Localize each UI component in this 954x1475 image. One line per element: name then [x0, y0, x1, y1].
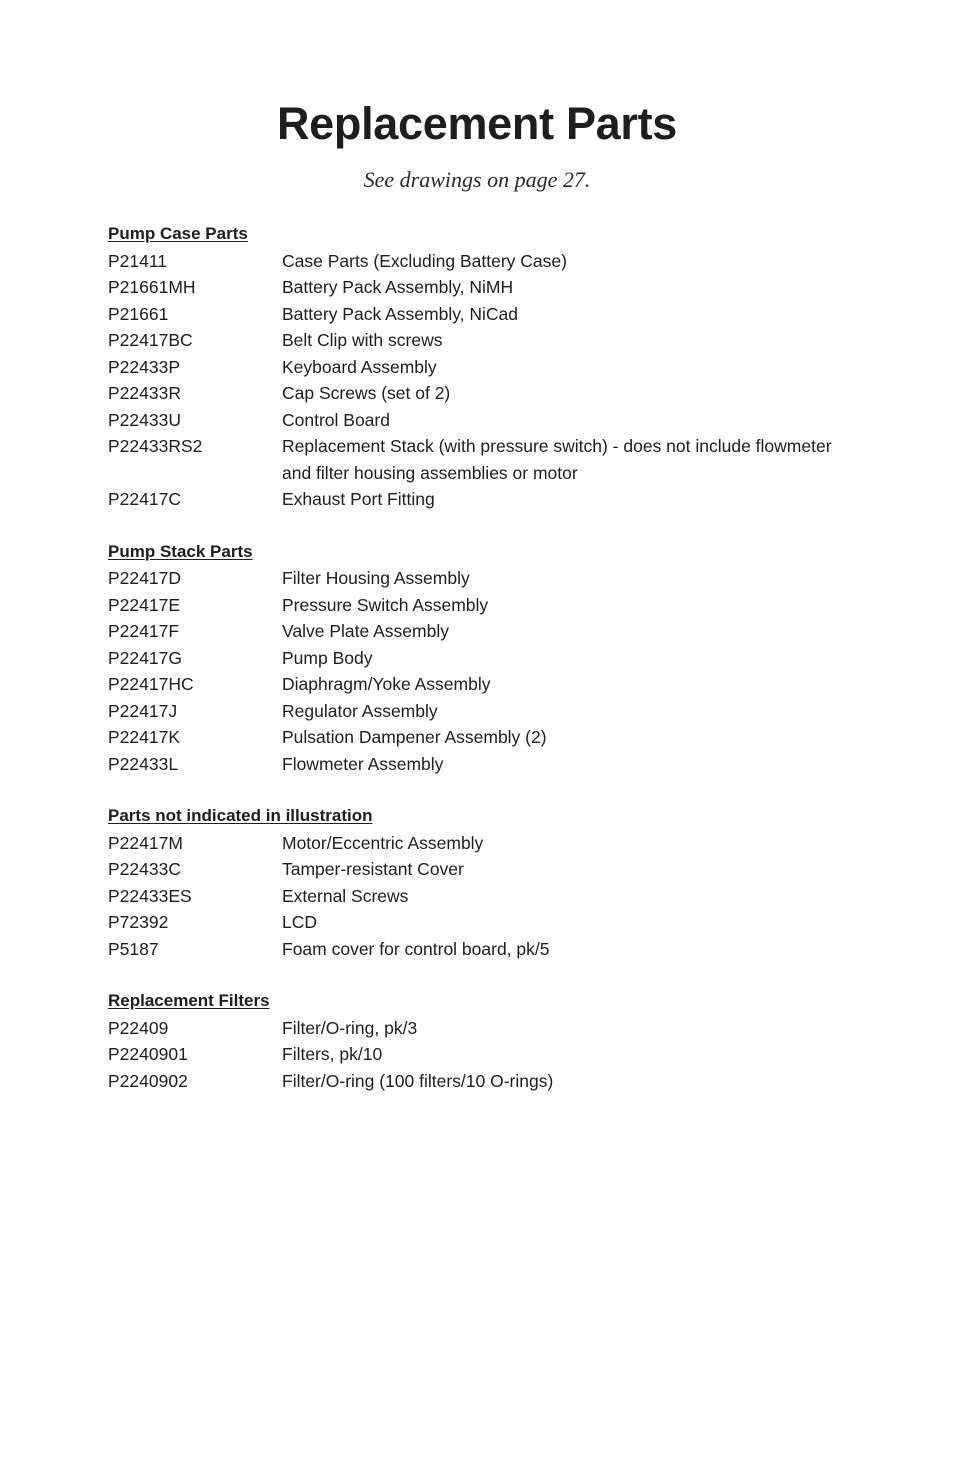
part-description: Motor/Eccentric Assembly [282, 832, 484, 853]
part-description: Filter/O-ring, pk/3 [282, 1017, 418, 1038]
section-heading: Parts not indicated in illustration [108, 806, 373, 825]
section-parts-not-indicated [108, 803, 868, 962]
part-number: P21661MH [108, 277, 196, 297]
part-description: Pump Body [282, 647, 373, 668]
part-number: P22433ES [108, 885, 192, 906]
part-row [108, 301, 868, 328]
part-description: Tamper-resistant Cover [282, 859, 464, 879]
part-description: LCD [282, 912, 318, 932]
part-row [108, 1015, 868, 1042]
section-heading: Pump Stack Parts [108, 541, 253, 561]
part-row [108, 724, 868, 751]
part-row [108, 645, 868, 672]
part-row [108, 856, 868, 883]
part-number: P22409 [108, 1017, 169, 1038]
part-description: External Screws [282, 885, 409, 906]
part-row [108, 1068, 868, 1095]
part-row [108, 274, 868, 301]
part-row [108, 618, 868, 645]
part-description: Filters, pk/10 [282, 1044, 383, 1064]
part-description: Flowmeter Assembly [282, 753, 444, 774]
part-description: Battery Pack Assembly, NiCad [282, 303, 519, 324]
parts-list [108, 221, 868, 1120]
section-replacement-filters [108, 988, 868, 1094]
part-number: P22433L [108, 753, 179, 774]
part-description: Keyboard Assembly [282, 356, 437, 377]
part-description: Foam cover for control board, pk/5 [282, 938, 550, 959]
part-description: Filter Housing Assembly [282, 568, 470, 588]
part-description: Diaphragm/Yoke Assembly [282, 674, 491, 694]
section-heading: Pump Case Parts [108, 224, 248, 243]
part-description: Pulsation Dampener Assembly (2) [282, 727, 547, 747]
section-pump-stack-parts [108, 539, 868, 778]
part-number: P22433P [108, 356, 181, 377]
part-number: P5187 [108, 938, 159, 959]
part-description: Control Board [282, 409, 390, 430]
part-description: Battery Pack Assembly, NiMH [282, 277, 514, 297]
page-subtitle: See drawings on page 27. [363, 167, 591, 192]
part-number: P22433R [108, 383, 181, 403]
part-number: P22417C [108, 489, 181, 509]
part-number: P22417G [108, 647, 182, 668]
part-row [108, 486, 868, 513]
part-number: P21661 [108, 303, 169, 324]
part-number: P22417M [108, 832, 183, 853]
part-number: P22417D [108, 568, 181, 588]
part-row [108, 698, 868, 725]
part-row [108, 380, 868, 407]
part-number: P22433C [108, 859, 181, 879]
page-title: Replacement Parts [276, 98, 678, 149]
part-row [108, 592, 868, 619]
part-row [108, 936, 868, 963]
part-number: P22417E [108, 594, 181, 615]
part-row [108, 354, 868, 381]
part-row [108, 883, 868, 910]
part-number: P72392 [108, 912, 169, 932]
part-description: Pressure Switch Assembly [282, 594, 489, 615]
part-description: Case Parts (Excluding Battery Case) [282, 250, 567, 271]
part-description: Exhaust Port Fitting [282, 489, 435, 509]
part-row [108, 909, 868, 936]
part-number: P22417K [108, 727, 181, 747]
part-number: P22417BC [108, 330, 193, 350]
part-row [108, 751, 868, 778]
part-number: P2240901 [108, 1044, 188, 1064]
part-row [108, 565, 868, 592]
part-number: P22433RS2 [108, 436, 203, 456]
part-row [108, 671, 868, 698]
part-description: Cap Screws (set of 2) [282, 383, 451, 403]
part-row [108, 1041, 868, 1068]
section-heading: Replacement Filters [108, 991, 270, 1010]
part-number: P22417HC [108, 674, 194, 694]
part-number: P21411 [108, 250, 168, 271]
part-row [108, 830, 868, 857]
part-number: P2240902 [108, 1070, 188, 1091]
part-description: Regulator Assembly [282, 700, 438, 721]
part-row [108, 248, 868, 275]
part-description: Belt Clip with screws [282, 330, 443, 350]
part-row [108, 327, 868, 354]
part-description: Filter/O-ring (100 filters/10 O-rings) [282, 1070, 554, 1091]
part-number: P22433U [108, 409, 181, 430]
part-description: Replacement Stack (with pressure switch) - does not include flowmeter and filter housing assemblies or motor [282, 436, 832, 483]
part-row [108, 407, 868, 434]
part-description: Valve Plate Assembly [282, 621, 449, 641]
part-number: P22417J [108, 700, 178, 721]
part-row [108, 433, 868, 486]
section-pump-case-parts [108, 221, 868, 513]
part-number: P22417F [108, 621, 180, 641]
